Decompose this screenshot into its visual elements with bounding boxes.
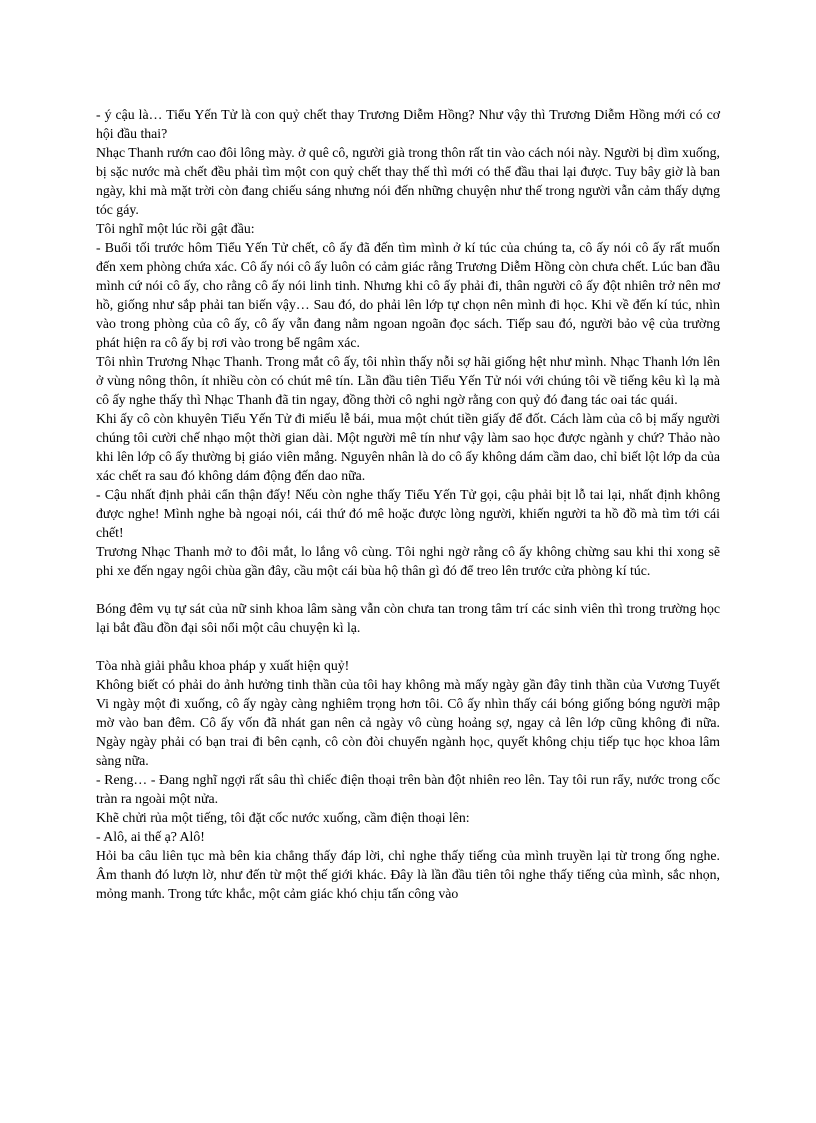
paragraph-11: Không biết có phải do ảnh hưởng tinh thần của tôi hay không mà mấy ngày gần đây tinh thần của Vương Tuyết Vi ngày một đi xuống, cô ấy ngày càng nghiêm trọng hơn tôi. Cô ấy nhìn thấy cái bóng giống bóng người mập mờ vào ban đêm. Cô ấy vốn đã nhát gan nên cả ngày vô cùng hoảng sợ, ngay cả lên lớp cũng không đi nữa. Ngày ngày phải có bạn trai đi bên cạnh, cô còn đòi chuyển ngành học, quyết không chịu tiếp tục học khoa lâm sàng nữa. <box>96 677 720 768</box>
paragraph-9: Bóng đêm vụ tự sát của nữ sinh khoa lâm sàng vẫn còn chưa tan trong tâm trí các sinh viên thì trong trường học lại bắt đầu đồn đại sôi nổi một câu chuyện kì lạ. <box>96 601 720 635</box>
paragraph-1: - ý cậu là… Tiểu Yến Tử là con quỷ chết thay Trương Diễm Hồng? Như vậy thì Trương Diễm Hồng mới có cơ hội đầu thai? <box>96 107 720 141</box>
paragraph-12: - Reng… - Đang nghĩ ngợi rất sâu thì chiếc điện thoại trên bàn đột nhiên reo lên. Tay tôi run rẩy, nước trong cốc tràn ra ngoài một nửa. <box>96 772 720 806</box>
paragraph-6: Khi ấy cô còn khuyên Tiểu Yến Tử đi miếu lễ bái, mua một chút tiền giấy để đốt. Cách làm của cô bị mấy người chúng tôi cười chế nhạo một thời gian dài. Một người mê tín như vậy làm sao học được ngành y chứ? Thảo nào khi lên lớp cô ấy thường bị giáo viên mắng. Nguyên nhân là do cô ấy không dám cầm dao, chỉ biết lột lớp da của xác chết ra sau đó không dám động đến dao nữa. <box>96 411 720 483</box>
paragraph-7: - Cậu nhất định phải cẩn thận đấy! Nếu còn nghe thấy Tiểu Yến Tử gọi, cậu phải bịt lỗ tai lại, nhất định không được nghe! Mình nghe bà ngoại nói, cái thứ đó mê hoặc được lòng người, khiến người ta hồ đồ mà tìm tới cái chết! <box>96 487 720 540</box>
blank-line <box>96 580 720 599</box>
blank-line <box>96 637 720 656</box>
document-page <box>96 105 720 903</box>
paragraph-5: Tôi nhìn Trương Nhạc Thanh. Trong mắt cô ấy, tôi nhìn thấy nỗi sợ hãi giống hệt như mình. Nhạc Thanh lớn lên ở vùng nông thôn, ít nhiều còn có chút mê tín. Lần đầu tiên Tiểu Yến Tử nói với chúng tôi về tiếng kêu kì lạ mà cô ấy nghe thấy thì Nhạc Thanh đã tin ngay, đồng thời cô nghi ngờ rằng con quỷ đó đang tác oai tác quái. <box>96 354 720 407</box>
paragraph-4: - Buổi tối trước hôm Tiểu Yến Tử chết, cô ấy đã đến tìm mình ở kí túc của chúng ta, cô ấy nói cô ấy rất muốn đến xem phòng chứa xác. Cô ấy nói cô ấy luôn có cảm giác rằng Trương Diễm Hồng còn chưa chết. Lúc ban đầu mình cứ nói cô ấy, cho rằng cô ấy nói linh tinh. Nhưng khi cô ấy phải đi, thân người cô ấy đột nhiên trở nên mơ hồ, giống như sắp phải tan biến vậy… Sau đó, do phải lên lớp tự chọn nên mình đi học. Khi về đến kí túc, nhìn vào trong phòng của cô ấy, cô ấy vẫn đang nằm ngoan ngoãn đọc sách. Tiếp sau đó, người bảo vệ của trường phát hiện ra cô ấy bị rơi vào trong bể ngâm xác. <box>96 240 720 350</box>
paragraph-14: - Alô, ai thế ạ? Alô! <box>96 829 205 844</box>
paragraph-15: Hỏi ba câu liên tục mà bên kia chẳng thấy đáp lời, chỉ nghe thấy tiếng của mình truyền lại từ trong ống nghe. Âm thanh đó lượn lờ, như đến từ một thế giới khác. Đây là lần đầu tiên tôi nghe thấy tiếng của mình, sắc nhọn, mỏng manh. Trong tức khắc, một cảm giác khó chịu tấn công vào <box>96 848 720 901</box>
paragraph-10: Tòa nhà giải phẫu khoa pháp y xuất hiện quỷ! <box>96 658 350 673</box>
paragraph-13: Khẽ chửi rủa một tiếng, tôi đặt cốc nước xuống, cầm điện thoại lên: <box>96 810 470 825</box>
paragraph-3: Tôi nghĩ một lúc rồi gật đầu: <box>96 221 255 236</box>
paragraph-2: Nhạc Thanh rướn cao đôi lông mày. ở quê cô, người già trong thôn rất tin vào cách nói này. Người bị dìm xuống, bị sặc nước mà chết đều phải tìm một con quỷ chết thay thế thì mới có thể đầu thai lại được. Tuy bây giờ là ban ngày, khi mà mặt trời còn đang chiếu sáng nhưng nói đến những chuyện như thế trong người vẫn cảm thấy dựng tóc gáy. <box>96 145 720 217</box>
paragraph-8: Trương Nhạc Thanh mở to đôi mắt, lo lắng vô cùng. Tôi nghi ngờ rằng cô ấy không chừng sau khi thi xong sẽ phi xe đến ngay ngôi chùa gần đây, cầu một cái bùa hộ thân gì đó để treo lên trước cửa phòng kí túc. <box>96 544 720 578</box>
